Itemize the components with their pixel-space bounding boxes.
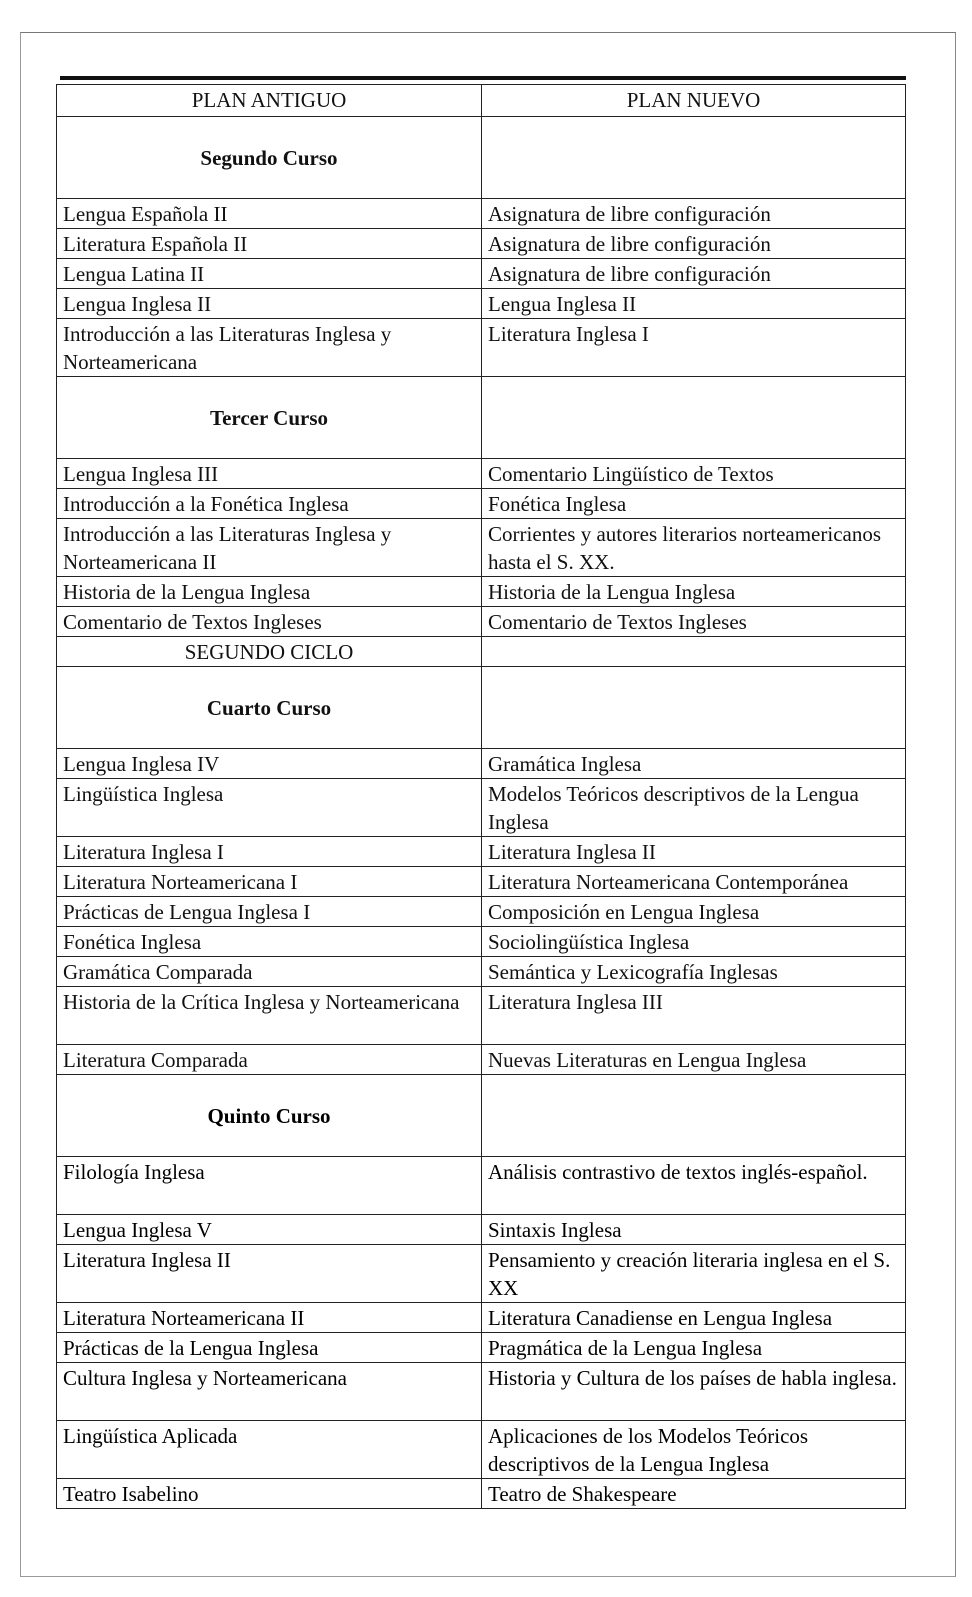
- new-subject: Asignatura de libre configuración: [482, 229, 906, 259]
- new-subject: Lengua Inglesa II: [482, 289, 906, 319]
- old-subject: Historia de la Lengua Inglesa: [57, 577, 482, 607]
- section-empty-cell: [482, 117, 906, 199]
- old-subject: Introducción a las Literaturas Inglesa y Norteamericana II: [57, 519, 482, 577]
- table-row: [57, 1363, 906, 1421]
- table-row: [57, 749, 906, 779]
- new-subject: Comentario Lingüístico de Textos: [482, 459, 906, 489]
- new-subject: Fonética Inglesa: [482, 489, 906, 519]
- table-row: [57, 837, 906, 867]
- table-row: [57, 519, 906, 577]
- header-row: [57, 85, 906, 117]
- table-row: [57, 459, 906, 489]
- old-subject: Lengua Inglesa IV: [57, 749, 482, 779]
- old-subject: Lengua Inglesa II: [57, 289, 482, 319]
- new-subject: Historia de la Lengua Inglesa: [482, 577, 906, 607]
- new-subject: Aplicaciones de los Modelos Teóricos descriptivos de la Lengua Inglesa: [482, 1421, 906, 1479]
- new-subject: Literatura Inglesa III: [482, 987, 906, 1045]
- table-row: [57, 607, 906, 637]
- old-subject: Filología Inglesa: [57, 1157, 482, 1215]
- old-subject: Introducción a las Literaturas Inglesa y Norteamericana: [57, 319, 482, 377]
- cycle-title: SEGUNDO CICLO: [57, 637, 482, 667]
- table-row: [57, 1215, 906, 1245]
- old-subject: Lingüística Inglesa: [57, 779, 482, 837]
- new-subject: Corrientes y autores literarios norteamericanos hasta el S. XX.: [482, 519, 906, 577]
- old-subject: Literatura Española II: [57, 229, 482, 259]
- section-title: Cuarto Curso: [57, 667, 482, 749]
- old-subject: Literatura Inglesa I: [57, 837, 482, 867]
- new-subject: Modelos Teóricos descriptivos de la Lengua Inglesa: [482, 779, 906, 837]
- old-subject: Historia de la Crítica Inglesa y Norteamericana: [57, 987, 482, 1045]
- table-row: [57, 289, 906, 319]
- table-row: [57, 897, 906, 927]
- table-row: [57, 199, 906, 229]
- new-subject: Literatura Inglesa I: [482, 319, 906, 377]
- new-subject: Literatura Canadiense en Lengua Inglesa: [482, 1303, 906, 1333]
- new-subject: Sintaxis Inglesa: [482, 1215, 906, 1245]
- table-row: [57, 489, 906, 519]
- old-subject: Gramática Comparada: [57, 957, 482, 987]
- section-header-row: [57, 667, 906, 749]
- table-row: [57, 1157, 906, 1215]
- table-row: [57, 1045, 906, 1075]
- new-subject: Literatura Norteamericana Contemporánea: [482, 867, 906, 897]
- new-subject: Sociolingüística Inglesa: [482, 927, 906, 957]
- old-subject: Lingüística Aplicada: [57, 1421, 482, 1479]
- table-row: [57, 987, 906, 1045]
- new-subject: Análisis contrastivo de textos inglés-español.: [482, 1157, 906, 1215]
- old-subject: Fonética Inglesa: [57, 927, 482, 957]
- table-row: [57, 229, 906, 259]
- section-empty-cell: [482, 667, 906, 749]
- old-subject: Literatura Norteamericana I: [57, 867, 482, 897]
- section-header-row: [57, 117, 906, 199]
- section-header-row: [57, 377, 906, 459]
- old-subject: Cultura Inglesa y Norteamericana: [57, 1363, 482, 1421]
- new-subject: Comentario de Textos Ingleses: [482, 607, 906, 637]
- new-subject: Literatura Inglesa II: [482, 837, 906, 867]
- table-row: [57, 1479, 906, 1509]
- header-plan-antiguo: PLAN ANTIGUO: [57, 85, 482, 117]
- new-subject: Semántica y Lexicografía Inglesas: [482, 957, 906, 987]
- old-subject: Lengua Latina II: [57, 259, 482, 289]
- table-row: [57, 927, 906, 957]
- old-subject: Lengua Inglesa III: [57, 459, 482, 489]
- old-subject: Comentario de Textos Ingleses: [57, 607, 482, 637]
- old-subject: Prácticas de Lengua Inglesa I: [57, 897, 482, 927]
- old-subject: Introducción a la Fonética Inglesa: [57, 489, 482, 519]
- section-header-row: [57, 1075, 906, 1157]
- section-empty-cell: [482, 1075, 906, 1157]
- section-title: Quinto Curso: [57, 1075, 482, 1157]
- old-subject: Literatura Inglesa II: [57, 1245, 482, 1303]
- table-row: [57, 1245, 906, 1303]
- table-row: [57, 1333, 906, 1363]
- header-plan-nuevo: PLAN NUEVO: [482, 85, 906, 117]
- old-subject: Lengua Española II: [57, 199, 482, 229]
- table-row: [57, 319, 906, 377]
- cycle-row: [57, 637, 906, 667]
- new-subject: Historia y Cultura de los países de habla inglesa.: [482, 1363, 906, 1421]
- table-row: [57, 867, 906, 897]
- table-row: [57, 259, 906, 289]
- new-subject: Pragmática de la Lengua Inglesa: [482, 1333, 906, 1363]
- old-subject: Lengua Inglesa V: [57, 1215, 482, 1245]
- section-empty-cell: [482, 377, 906, 459]
- section-title: Segundo Curso: [57, 117, 482, 199]
- old-subject: Literatura Comparada: [57, 1045, 482, 1075]
- plan-comparison-table: [56, 84, 906, 1509]
- cycle-empty-cell: [482, 637, 906, 667]
- old-subject: Prácticas de la Lengua Inglesa: [57, 1333, 482, 1363]
- table-row: [57, 1421, 906, 1479]
- new-subject: Composición en Lengua Inglesa: [482, 897, 906, 927]
- new-subject: Teatro de Shakespeare: [482, 1479, 906, 1509]
- table-row: [57, 957, 906, 987]
- new-subject: Nuevas Literaturas en Lengua Inglesa: [482, 1045, 906, 1075]
- old-subject: Literatura Norteamericana II: [57, 1303, 482, 1333]
- new-subject: Asignatura de libre configuración: [482, 199, 906, 229]
- table-row: [57, 1303, 906, 1333]
- table-row: [57, 577, 906, 607]
- old-subject: Teatro Isabelino: [57, 1479, 482, 1509]
- new-subject: Gramática Inglesa: [482, 749, 906, 779]
- new-subject: Asignatura de libre configuración: [482, 259, 906, 289]
- new-subject: Pensamiento y creación literaria inglesa en el S. XX: [482, 1245, 906, 1303]
- section-title: Tercer Curso: [57, 377, 482, 459]
- table-row: [57, 779, 906, 837]
- top-rule: [60, 76, 906, 80]
